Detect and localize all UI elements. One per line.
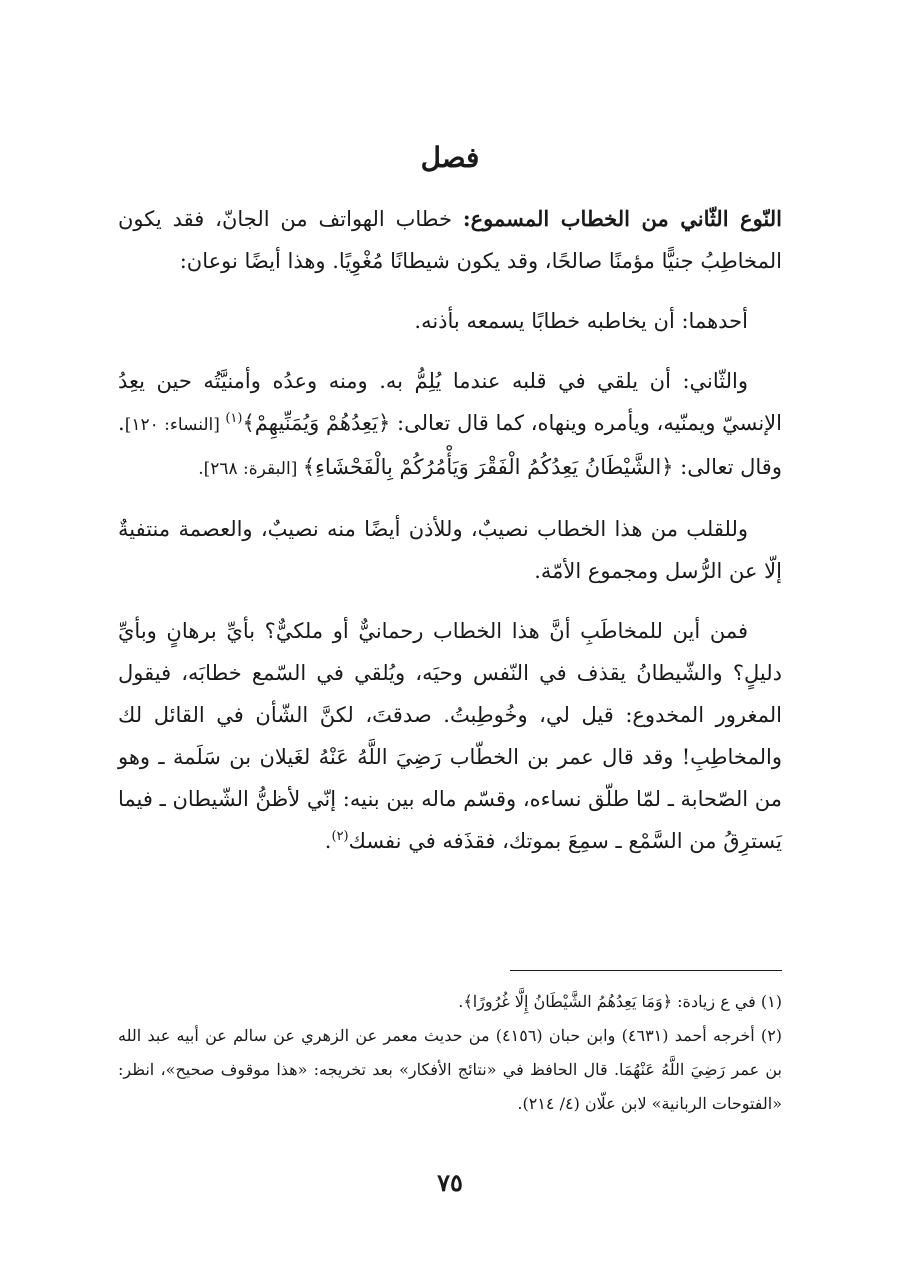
- paragraph-2: أحدهما: أن يخاطبه خطابًا يسمعه بأذنه.: [414, 309, 748, 334]
- footnotes: [118, 985, 782, 1121]
- paragraph-3-text: والثّاني: أن يلقي في قلبه عندما يُلِمُّ به. ومنه وعدُه وأمنيَّتُه حين يعِدُ الإنسيّ ويمنّيه، ويأمره وينهاه، كما قال تعالى: ﴿يَعِدُهُمْ وَيُمَنِّيهِمْ﴾: [118, 369, 782, 436]
- paragraph-4: وللقلب من هذا الخطاب نصيبٌ، وللأذن أيضًا منه نصيبٌ، والعصمة منتفيةٌ إلّا عن الرُّسل ومجموع الأمّة.: [118, 517, 782, 584]
- paragraph-3: [118, 360, 782, 490]
- paragraph-1-text: خطاب الهواتف من الجانّ، فقد يكون المخاطِبُ جنيًّا مؤمنًا صالحًا، وقد يكون شيطانًا مُغْوِيًا. وهذا أيضًا نوعان:: [118, 207, 782, 274]
- paragraph-1-heading: النّوع الثّاني من الخطاب المسموع:: [462, 206, 783, 232]
- footnote-2: (٢) أخرجه أحمد (٤٦٣١) وابن حبان (٤١٥٦) من حديث معمر عن الزهري عن سالم عن أبيه عبد الله بن عمر رَضِيَ اللَّهُ عَنْهُمَا. قال الحافظ في «نتائج الأفكار» بعد تخريجه: «هذا موقوف صحيح»، انظر: «الفتوحات الربانية» لابن علّان (٤/ ٢١٤).: [118, 1026, 783, 1113]
- paragraph-5-end: .: [324, 829, 332, 854]
- page-body: [118, 140, 782, 880]
- paragraph-1: [118, 198, 782, 282]
- section-title: فصل: [420, 141, 480, 174]
- page-number: ٧٥: [437, 1168, 463, 1197]
- footnote-marker-1: (١): [225, 411, 243, 427]
- paragraph-3-mid: . وقال تعالى: ﴿الشَّيْطَانُ يَعِدُكُمُ الْفَقْرَ وَيَأْمُرُكُمْ بِالْفَحْشَاءِ﴾: [118, 411, 782, 480]
- footnote-1: (١) في ع زيادة: ﴿وَمَا يَعِدُهُمُ الشَّيْطَانُ إِلَّا غُرُورًا﴾.: [458, 992, 782, 1011]
- footnote-marker-2: (٢): [331, 829, 349, 845]
- paragraph-5-text: فمن أين للمخاطَبِ أنَّ هذا الخطاب رحمانيٌّ أو ملكيٌّ؟ بأيِّ برهانٍ وبأيِّ دليلٍ؟ والشّيطانُ يقذف في النّفس وحيَه، ويُلقي في السّمع خطابَه، فيقول المغرور المخدوع: قيل لي، وخُوطِبتُ. صدقتَ، لكنَّ الشّأن في القائل لك والمخاطِبِ! وقد قال عمر بن الخطّاب رَضِيَ اللَّهُ عَنْهُ لغَيلان بن سَلَمة ـ وهو من الصّحابة ـ لمّا طلّق نساءه، وقسّم ماله بين بنيه: إنّي لأظنُّ الشّيطان ـ فيما يَسترِقُ من السَّمْع ـ سمِعَ بموتك، فقذَفه في نفسك: [118, 619, 782, 854]
- quran-reference-1: [النساء: ١٢٠]: [124, 415, 226, 436]
- footnote-divider: [510, 970, 782, 971]
- quran-reference-2: [البقرة: ٢٦٨].: [198, 459, 303, 480]
- paragraph-5: [118, 610, 782, 862]
